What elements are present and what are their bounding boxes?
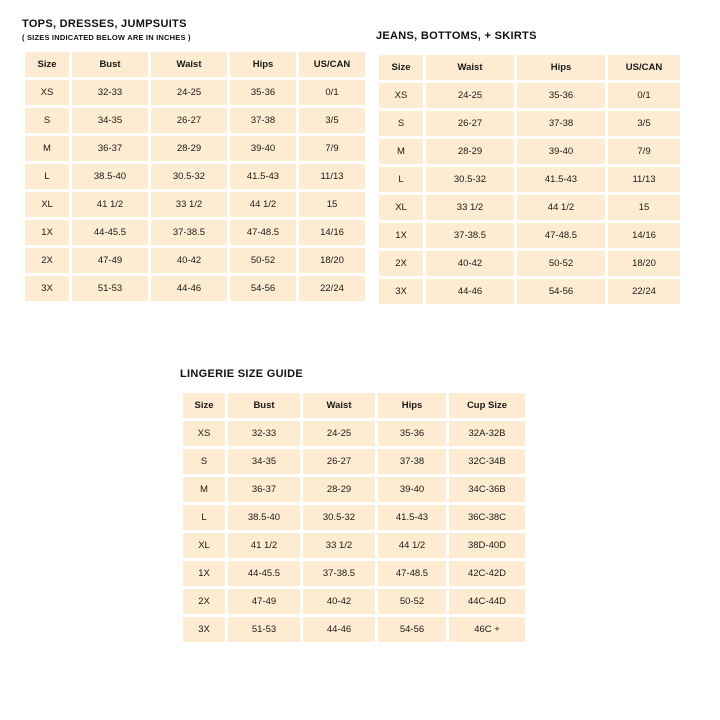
- value-cell: 30.5-32: [303, 505, 375, 530]
- size-cell: 1X: [379, 223, 423, 248]
- value-cell: 47-49: [228, 589, 300, 614]
- value-cell: 35-36: [378, 421, 446, 446]
- value-cell: 50-52: [378, 589, 446, 614]
- value-cell: 11/13: [608, 167, 680, 192]
- table-header-row: [183, 393, 525, 418]
- value-cell: 46C +: [449, 617, 525, 642]
- value-cell: 34-35: [72, 108, 148, 133]
- table-row: [379, 223, 680, 248]
- value-cell: 51-53: [228, 617, 300, 642]
- size-cell: 3X: [25, 276, 69, 301]
- size-cell: XL: [379, 195, 423, 220]
- table-row: [379, 111, 680, 136]
- value-cell: 30.5-32: [426, 167, 514, 192]
- size-cell: XS: [183, 421, 225, 446]
- value-cell: 3/5: [608, 111, 680, 136]
- value-cell: 54-56: [230, 276, 296, 301]
- size-cell: 1X: [183, 561, 225, 586]
- value-cell: 40-42: [151, 248, 227, 273]
- table-row: [25, 108, 365, 133]
- size-cell: 2X: [379, 251, 423, 276]
- table-row: [183, 617, 525, 642]
- size-cell: XS: [379, 83, 423, 108]
- value-cell: 41 1/2: [72, 192, 148, 217]
- lingerie-panel-title: LINGERIE SIZE GUIDE: [180, 368, 304, 380]
- value-cell: 15: [299, 192, 365, 217]
- value-cell: 28-29: [426, 139, 514, 164]
- tops-panel-subtitle: ( SIZES INDICATED BELOW ARE IN INCHES ): [22, 33, 191, 42]
- value-cell: 38.5-40: [72, 164, 148, 189]
- value-cell: 26-27: [303, 449, 375, 474]
- column-header: Waist: [426, 55, 514, 80]
- table-row: [25, 248, 365, 273]
- value-cell: 39-40: [230, 136, 296, 161]
- table-row: [379, 167, 680, 192]
- value-cell: 36C-38C: [449, 505, 525, 530]
- value-cell: 50-52: [230, 248, 296, 273]
- value-cell: 26-27: [151, 108, 227, 133]
- value-cell: 33 1/2: [303, 533, 375, 558]
- table-row: [25, 192, 365, 217]
- table-header-row: [25, 52, 365, 77]
- column-header: Bust: [228, 393, 300, 418]
- size-cell: 2X: [183, 589, 225, 614]
- value-cell: 44 1/2: [230, 192, 296, 217]
- value-cell: 44 1/2: [517, 195, 605, 220]
- value-cell: 50-52: [517, 251, 605, 276]
- value-cell: 28-29: [151, 136, 227, 161]
- value-cell: 44-46: [426, 279, 514, 304]
- tops-panel-title: TOPS, DRESSES, JUMPSUITS: [22, 18, 187, 30]
- size-cell: XL: [183, 533, 225, 558]
- value-cell: 39-40: [517, 139, 605, 164]
- value-cell: 37-38.5: [151, 220, 227, 245]
- table-row: [25, 276, 365, 301]
- size-cell: M: [25, 136, 69, 161]
- value-cell: 41.5-43: [230, 164, 296, 189]
- table-row: [379, 195, 680, 220]
- value-cell: 54-56: [517, 279, 605, 304]
- table-row: [379, 139, 680, 164]
- value-cell: 34-35: [228, 449, 300, 474]
- table-row: [183, 505, 525, 530]
- value-cell: 0/1: [299, 80, 365, 105]
- table-row: [183, 533, 525, 558]
- size-cell: XL: [25, 192, 69, 217]
- table-row: [25, 80, 365, 105]
- column-header: Size: [379, 55, 423, 80]
- value-cell: 40-42: [303, 589, 375, 614]
- lingerie-size-table: [180, 390, 528, 645]
- size-cell: L: [379, 167, 423, 192]
- column-header: Hips: [378, 393, 446, 418]
- value-cell: 41.5-43: [517, 167, 605, 192]
- value-cell: 24-25: [151, 80, 227, 105]
- value-cell: 14/16: [299, 220, 365, 245]
- value-cell: 28-29: [303, 477, 375, 502]
- value-cell: 44C-44D: [449, 589, 525, 614]
- column-header: Waist: [303, 393, 375, 418]
- table-row: [25, 164, 365, 189]
- table-row: [183, 561, 525, 586]
- value-cell: 35-36: [517, 83, 605, 108]
- column-header: Cup Size: [449, 393, 525, 418]
- size-cell: L: [25, 164, 69, 189]
- tops-dresses-jumpsuits-panel: [22, 18, 368, 304]
- value-cell: 32-33: [72, 80, 148, 105]
- value-cell: 40-42: [426, 251, 514, 276]
- table-row: [379, 279, 680, 304]
- value-cell: 30.5-32: [151, 164, 227, 189]
- table-header-row: [379, 55, 680, 80]
- value-cell: 26-27: [426, 111, 514, 136]
- value-cell: 37-38: [378, 449, 446, 474]
- value-cell: 38D-40D: [449, 533, 525, 558]
- value-cell: 47-48.5: [378, 561, 446, 586]
- size-cell: L: [183, 505, 225, 530]
- value-cell: 37-38: [230, 108, 296, 133]
- value-cell: 44 1/2: [378, 533, 446, 558]
- value-cell: 7/9: [299, 136, 365, 161]
- column-header: Size: [25, 52, 69, 77]
- value-cell: 42C-42D: [449, 561, 525, 586]
- value-cell: 24-25: [303, 421, 375, 446]
- value-cell: 33 1/2: [426, 195, 514, 220]
- size-cell: XS: [25, 80, 69, 105]
- column-header: Hips: [517, 55, 605, 80]
- value-cell: 32A-32B: [449, 421, 525, 446]
- column-header: Size: [183, 393, 225, 418]
- table-row: [183, 449, 525, 474]
- value-cell: 3/5: [299, 108, 365, 133]
- value-cell: 47-48.5: [230, 220, 296, 245]
- column-header: Hips: [230, 52, 296, 77]
- value-cell: 0/1: [608, 83, 680, 108]
- table-row: [25, 220, 365, 245]
- size-cell: S: [25, 108, 69, 133]
- value-cell: 22/24: [608, 279, 680, 304]
- value-cell: 44-46: [303, 617, 375, 642]
- table-row: [379, 83, 680, 108]
- jeans-bottoms-skirts-panel: [376, 30, 683, 307]
- value-cell: 18/20: [299, 248, 365, 273]
- value-cell: 33 1/2: [151, 192, 227, 217]
- value-cell: 15: [608, 195, 680, 220]
- size-cell: S: [183, 449, 225, 474]
- value-cell: 39-40: [378, 477, 446, 502]
- value-cell: 44-45.5: [228, 561, 300, 586]
- table-row: [183, 589, 525, 614]
- table-row: [25, 136, 365, 161]
- size-cell: S: [379, 111, 423, 136]
- table-row: [183, 421, 525, 446]
- value-cell: 7/9: [608, 139, 680, 164]
- value-cell: 38.5-40: [228, 505, 300, 530]
- value-cell: 51-53: [72, 276, 148, 301]
- value-cell: 44-45.5: [72, 220, 148, 245]
- value-cell: 37-38.5: [303, 561, 375, 586]
- jeans-size-table: [376, 52, 683, 307]
- value-cell: 34C-36B: [449, 477, 525, 502]
- column-header: Waist: [151, 52, 227, 77]
- value-cell: 14/16: [608, 223, 680, 248]
- size-cell: 3X: [379, 279, 423, 304]
- size-cell: 1X: [25, 220, 69, 245]
- size-cell: 2X: [25, 248, 69, 273]
- value-cell: 54-56: [378, 617, 446, 642]
- column-header: Bust: [72, 52, 148, 77]
- size-cell: M: [379, 139, 423, 164]
- value-cell: 11/13: [299, 164, 365, 189]
- size-cell: M: [183, 477, 225, 502]
- value-cell: 22/24: [299, 276, 365, 301]
- value-cell: 37-38: [517, 111, 605, 136]
- value-cell: 41 1/2: [228, 533, 300, 558]
- value-cell: 32C-34B: [449, 449, 525, 474]
- value-cell: 18/20: [608, 251, 680, 276]
- value-cell: 47-48.5: [517, 223, 605, 248]
- column-header: US/CAN: [608, 55, 680, 80]
- value-cell: 47-49: [72, 248, 148, 273]
- table-row: [183, 477, 525, 502]
- size-cell: 3X: [183, 617, 225, 642]
- column-header: US/CAN: [299, 52, 365, 77]
- value-cell: 36-37: [228, 477, 300, 502]
- value-cell: 32-33: [228, 421, 300, 446]
- value-cell: 44-46: [151, 276, 227, 301]
- lingerie-size-guide-panel: [180, 368, 528, 645]
- jeans-panel-title: JEANS, BOTTOMS, + SKIRTS: [376, 30, 537, 42]
- table-row: [379, 251, 680, 276]
- value-cell: 24-25: [426, 83, 514, 108]
- value-cell: 41.5-43: [378, 505, 446, 530]
- value-cell: 37-38.5: [426, 223, 514, 248]
- value-cell: 35-36: [230, 80, 296, 105]
- value-cell: 36-37: [72, 136, 148, 161]
- tops-size-table: [22, 49, 368, 304]
